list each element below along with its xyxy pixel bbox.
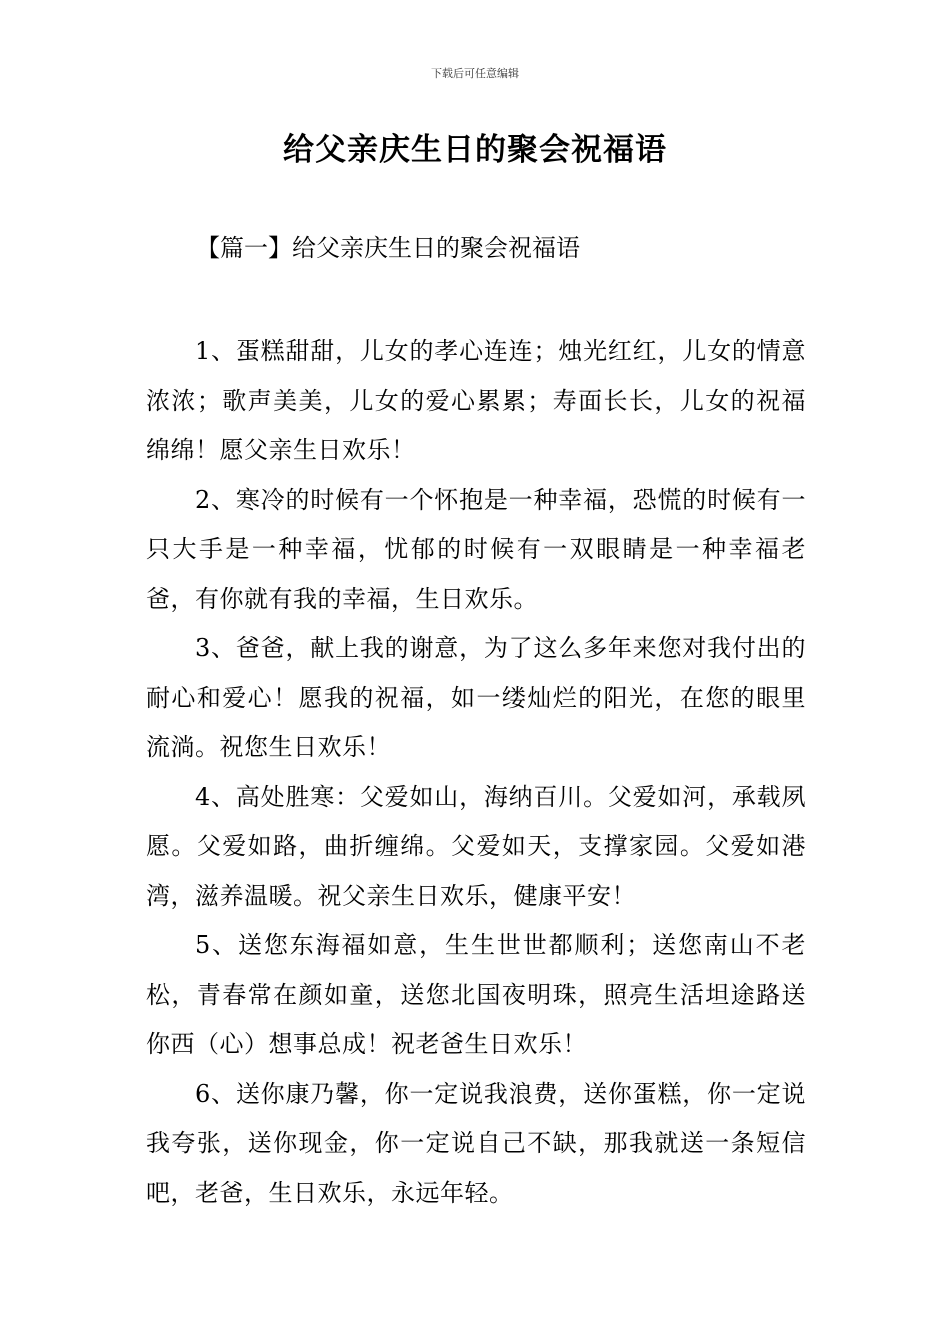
paragraph-2: 2、寒冷的时候有一个怀抱是一种幸福，恐慌的时候有一只大手是一种幸福，忧郁的时候有一双眼睛是一种幸福老爸，有你就有我的幸福，生日欢乐。	[146, 485, 806, 613]
paragraph-6: 6、送你康乃馨，你一定说我浪费，送你蛋糕，你一定说我夸张，送你现金，你一定说自己不缺，那我就送一条短信吧，老爸，生日欢乐，永远年轻。	[146, 1079, 806, 1207]
paragraph-4: 4、高处胜寒：父爱如山，海纳百川。父爱如河，承载夙愿。父爱如路，曲折缠绵。父爱如天，支撑家园。父爱如港湾，滋养温暖。祝父亲生日欢乐，健康平安！	[146, 782, 806, 910]
document-body	[146, 327, 806, 1218]
document-title: 给父亲庆生日的聚会祝福语	[283, 132, 667, 168]
paragraph-1: 1、蛋糕甜甜，儿女的孝心连连；烛光红红，儿女的情意浓浓；歌声美美，儿女的爱心累累；寿面长长，儿女的祝福绵绵！愿父亲生日欢乐！	[146, 337, 806, 464]
header-note: 下载后可任意编辑	[431, 67, 519, 80]
paragraph-3: 3、爸爸，献上我的谢意，为了这么多年来您对我付出的耐心和爱心！愿我的祝福，如一缕灿烂的阳光，在您的眼里流淌。祝您生日欢乐！	[146, 634, 806, 761]
paragraph-5: 5、送您东海福如意，生生世世都顺利；送您南山不老松，青春常在颜如童，送您北国夜明珠，照亮生活坦途路送你西（心）想事总成！祝老爸生日欢乐！	[146, 931, 806, 1058]
section-heading: 【篇一】给父亲庆生日的聚会祝福语	[196, 234, 580, 262]
